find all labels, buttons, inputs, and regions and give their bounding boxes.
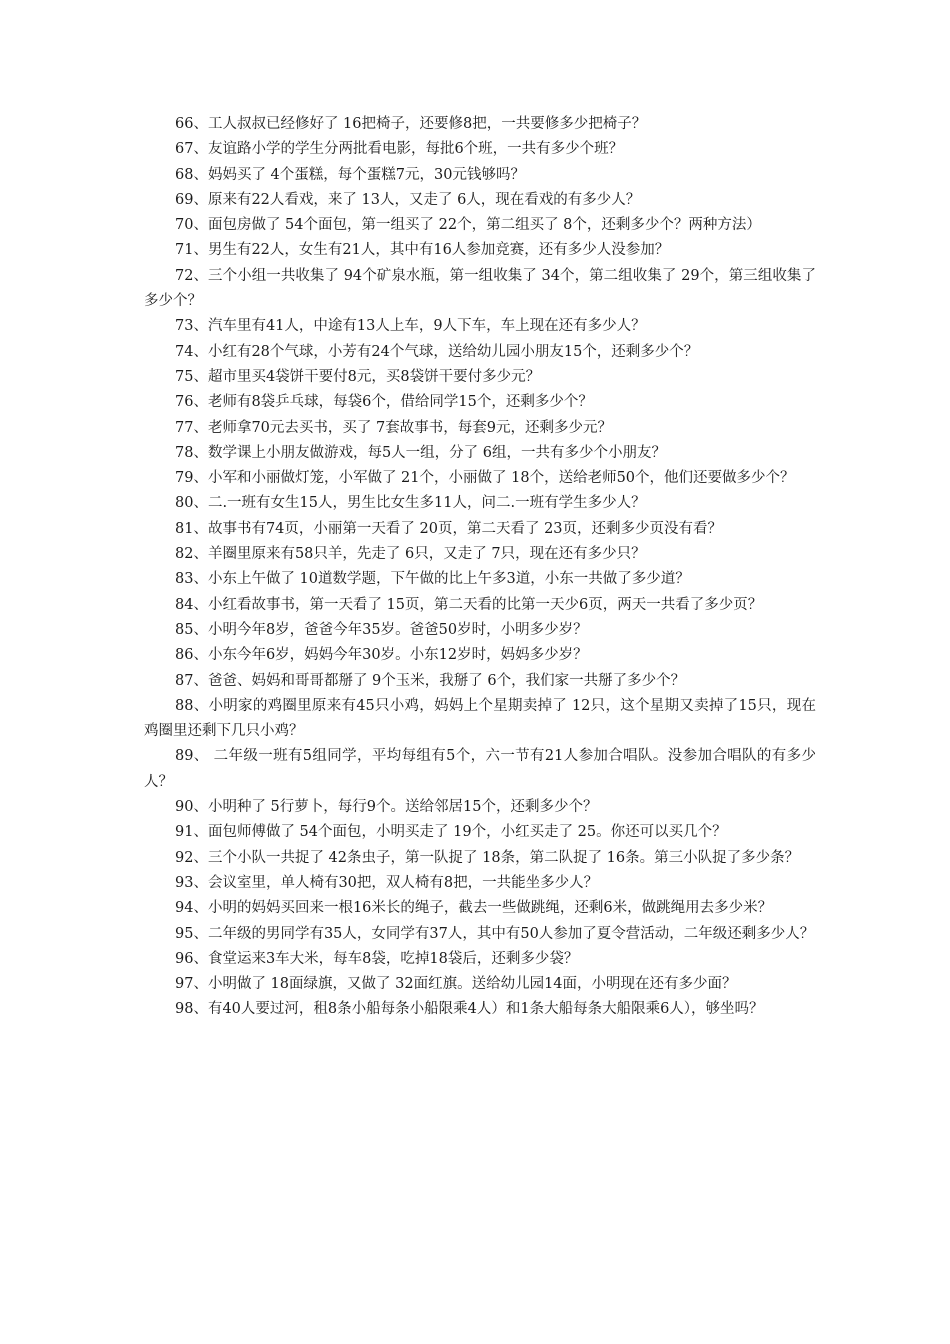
problem-85: 85、小明今年8岁，爸爸今年35岁。爸爸50岁时，小明多少岁？ (175, 621, 588, 638)
problem-69: 69、原来有22人看戏，来了 13人，又走了 6人，现在看戏的有多少人？ (175, 191, 641, 208)
problem-list (144, 112, 816, 1023)
problem-66: 66、工人叔叔已经修好了 16把椅子，还要修8把，一共要修多少把椅子？ (175, 116, 647, 132)
problem-86: 86、小东今年6岁，妈妈今年30岁。小东12岁时，妈妈多少岁？ (175, 647, 588, 664)
problem-83: 83、小东上午做了 10道数学题，下午做的比上午多3道，小东一共做了多少道？ (175, 571, 690, 588)
problem-71: 71、男生有22人，女生有21人，其中有16人参加竞赛，还有多少人没参加？ (175, 242, 670, 259)
problem-84: 84、小红看故事书，第一天看了 15页，第二天看的比第一天少6页，两天一共看了多少页？ (175, 596, 763, 613)
problem-77: 77、老师拿70元去买书，买了 7套故事书，每套9元，还剩多少元？ (175, 419, 612, 436)
problem-90: 90、小明种了 5行萝卜，每行9个。送给邻居15个，还剩多少个？ (175, 799, 598, 816)
problem-87: 87、爸爸、妈妈和哥哥都掰了 9个玉米，我掰了 6个，我们家一共掰了多少个？ (175, 672, 686, 689)
problem-70: 70、面包房做了 54个面包，第一组买了 22个，第二组买了 8个，还剩多少个？两种方法） (175, 217, 761, 234)
problem-81: 81、故事书有74页，小丽第一天看了 20页，第二天看了 23页，还剩多少页没有看？ (175, 520, 723, 537)
problem-92: 92、三个小队一共捉了 42条虫子，第一队捉了 18条，第二队捉了 16条。第三小队捉了多少条？ (175, 849, 800, 866)
problem-72: 72、三个小组一共收集了 94个矿泉水瓶，第一组收集了 34个，第二组收集了 29个，第三组收集了多少个？ (144, 267, 816, 310)
problem-68: 68、妈妈买了 4个蛋糕，每个蛋糕7元，30元钱够吗？ (175, 166, 525, 183)
problem-82: 82、羊圈里原来有58只羊，先走了 6只，又走了 7只，现在还有多少只？ (175, 546, 646, 563)
problem-79: 79、小军和小丽做灯笼，小军做了 21个，小丽做了 18个，送给老师50个，他们还要做多少个？ (175, 470, 795, 487)
problem-78: 78、数学课上小朋友做游戏，每5人一组，分了 6组，一共有多少个小朋友？ (175, 444, 667, 461)
problem-93: 93、会议室里，单人椅有30把，双人椅有8把，一共能坐多少人？ (175, 874, 599, 891)
problem-74: 74、小红有28个气球，小芳有24个气球，送给幼儿园小朋友15个，还剩多少个？ (175, 343, 699, 360)
problem-75: 75、超市里买4袋饼干要付8元，买8袋饼干要付多少元？ (175, 368, 541, 385)
problem-96: 96、食堂运来3车大米，每车8袋，吃掉18袋后，还剩多少袋？ (175, 950, 579, 967)
problem-76: 76、老师有8袋乒乓球，每袋6个，借给同学15个，还剩多少个？ (175, 394, 593, 411)
problem-91: 91、面包师傅做了 54个面包，小明买走了 19个，小红买走了 25。你还可以买几个？ (175, 824, 727, 841)
problem-89: 89、 二年级一班有5组同学，平均每组有5个，六一节有21人参加合唱队。没参加合唱队的有多少人？ (144, 748, 816, 790)
problem-97: 97、小明做了 18面绿旗，又做了 32面红旗。送给幼儿园14面，小明现在还有多少面？ (175, 976, 737, 993)
problem-88: 88、小明家的鸡圈里原来有45只小鸡，妈妈上个星期卖掉了 12只，这个星期又卖掉了15只，现在鸡圈里还剩下几只小鸡？ (144, 697, 816, 740)
problem-80: 80、二.一班有女生15人，男生比女生多11人，问二.一班有学生多少人？ (175, 495, 646, 512)
problem-95: 95、二年级的男同学有35人，女同学有37人，其中有50人参加了夏令营活动，二年级还剩多少人？ (175, 925, 815, 942)
problem-94: 94、小明的妈妈买回来一根16米长的绳子，截去一些做跳绳，还剩6米，做跳绳用去多少米？ (175, 900, 773, 917)
problem-73: 73、汽车里有41人，中途有13人上车，9人下车，车上现在还有多少人？ (175, 318, 646, 335)
problem-67: 67、友谊路小学的学生分两批看电影，每批6个班，一共有多少个班？ (175, 141, 624, 158)
problem-98: 98、有40人要过河，租8条小船每条小船限乘4人）和1条大船每条大船限乘6人），够坐吗？ (175, 1001, 764, 1018)
